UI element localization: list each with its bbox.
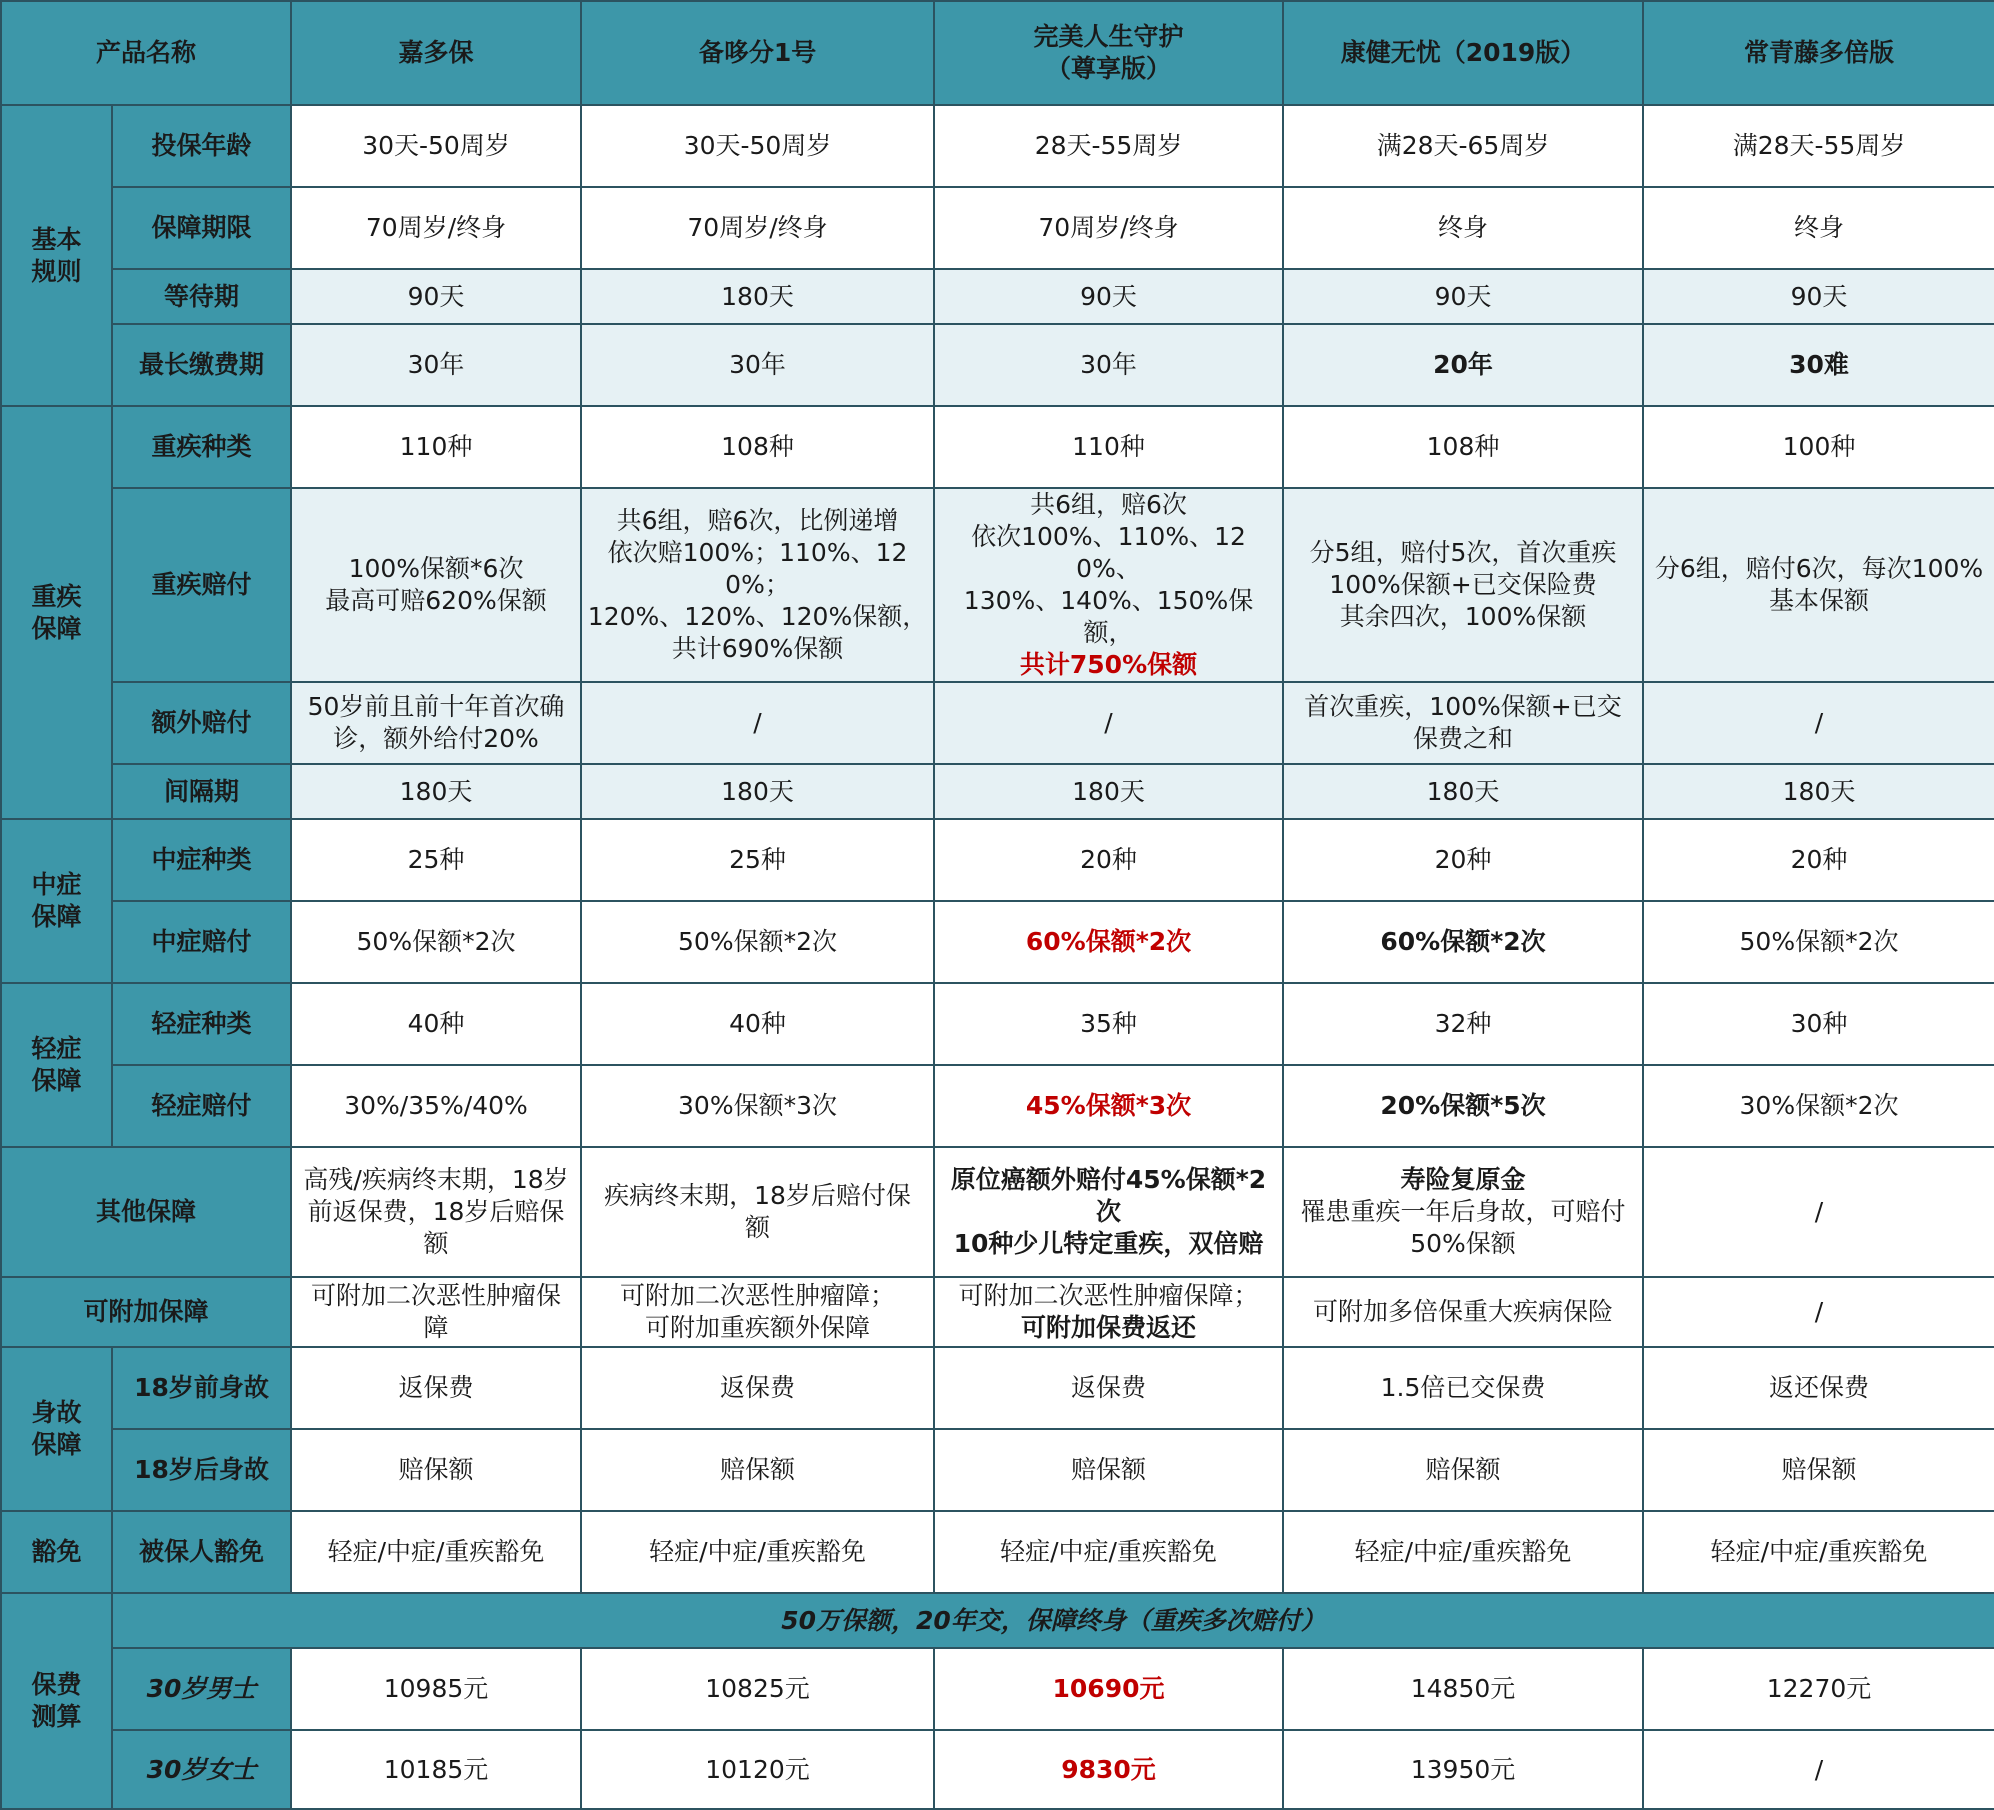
cell: 30种 <box>1643 983 1994 1065</box>
cell: 70周岁/终身 <box>291 187 581 269</box>
label-pay-period: 最长缴费期 <box>112 324 291 406</box>
cell: 40种 <box>291 983 581 1065</box>
label-period: 保障期限 <box>112 187 291 269</box>
cell: 90天 <box>291 269 581 324</box>
cell: 25种 <box>291 819 581 901</box>
cell: 10825元 <box>581 1648 934 1730</box>
label-ci-pay: 重疾赔付 <box>112 488 291 682</box>
label-extra: 额外赔付 <box>112 682 291 764</box>
cell: 可附加二次恶性肿瘤障； 可附加重疾额外保障 <box>581 1277 934 1347</box>
cell: 10120元 <box>581 1730 934 1809</box>
label-ci-types: 重疾种类 <box>112 406 291 488</box>
header-product-4: 康健无忧（2019版） <box>1283 1 1643 105</box>
cell: 赔保额 <box>291 1429 581 1511</box>
cell: / <box>1643 1730 1994 1809</box>
cell: 35种 <box>934 983 1283 1065</box>
cell: 满28天-65周岁 <box>1283 105 1643 187</box>
row-mild-pay <box>1 1065 1994 1147</box>
ci-pay-highlight: 共计750%保额 <box>1019 650 1198 679</box>
row-male <box>1 1648 1994 1730</box>
addon-text: 可附加二次恶性肿瘤保障； <box>958 1281 1259 1310</box>
row-death-after <box>1 1429 1994 1511</box>
row-ci-pay <box>1 488 1994 682</box>
category-critical-illness: 重疾 保障 <box>1 406 112 819</box>
row-female <box>1 1730 1994 1809</box>
cell: 180天 <box>1283 764 1643 819</box>
cell: 70周岁/终身 <box>581 187 934 269</box>
cell: 180天 <box>291 764 581 819</box>
cell: 可附加多倍保重大疾病保险 <box>1283 1277 1643 1347</box>
category-basic-rules: 基本 规则 <box>1 105 112 406</box>
cell: 90天 <box>934 269 1283 324</box>
header-product-name: 产品名称 <box>1 1 291 105</box>
cell: 20年 <box>1283 324 1643 406</box>
cell: 30%/35%/40% <box>291 1065 581 1147</box>
cell: 分6组，赔付6次，每次100% 基本保额 <box>1643 488 1994 682</box>
cell: 12270元 <box>1643 1648 1994 1730</box>
cell: 30%保额*3次 <box>581 1065 934 1147</box>
ci-pay-text: 共6组，赔6次 依次100%、110%、120%、 130%、140%、150%保额， <box>963 490 1254 647</box>
cell: 10185元 <box>291 1730 581 1809</box>
label-interval: 间隔期 <box>112 764 291 819</box>
cell: 14850元 <box>1283 1648 1643 1730</box>
label-male: 30岁男士 <box>112 1648 291 1730</box>
cell: / <box>1643 1277 1994 1347</box>
cell: 赔保额 <box>1643 1429 1994 1511</box>
cell: / <box>581 682 934 764</box>
label-mod-types: 中症种类 <box>112 819 291 901</box>
cell: 30难 <box>1643 324 1994 406</box>
premium-banner: 50万保额，20年交，保障终身（重疾多次赔付） <box>112 1593 1994 1648</box>
label-other: 其他保障 <box>1 1147 291 1277</box>
category-mild: 轻症 保障 <box>1 983 112 1147</box>
row-ci-types <box>1 406 1994 488</box>
row-mod-types <box>1 819 1994 901</box>
cell: 50%保额*2次 <box>581 901 934 983</box>
cell: 30天-50周岁 <box>581 105 934 187</box>
row-waiting <box>1 269 1994 324</box>
cell: 返还保费 <box>1643 1347 1994 1429</box>
header-row <box>1 1 1994 105</box>
other-text: 罹患重疾一年后身故，可赔付 50%保额 <box>1300 1197 1626 1258</box>
cell: 50%保额*2次 <box>1643 901 1994 983</box>
cell: 30年 <box>934 324 1283 406</box>
category-death: 身故 保障 <box>1 1347 112 1511</box>
cell: 高残/疾病终末期，18岁 前返保费，18岁后赔保 额 <box>291 1147 581 1277</box>
cell: 1.5倍已交保费 <box>1283 1347 1643 1429</box>
cell: 轻症/中症/重疾豁免 <box>1643 1511 1994 1593</box>
cell: 满28天-55周岁 <box>1643 105 1994 187</box>
cell <box>1283 1147 1643 1277</box>
row-period <box>1 187 1994 269</box>
cell: 45%保额*3次 <box>934 1065 1283 1147</box>
cell: 赔保额 <box>1283 1429 1643 1511</box>
row-pay-period <box>1 324 1994 406</box>
cell: 20种 <box>1283 819 1643 901</box>
cell: / <box>1643 1147 1994 1277</box>
cell <box>934 1277 1283 1347</box>
label-death-after: 18岁后身故 <box>112 1429 291 1511</box>
cell: 100种 <box>1643 406 1994 488</box>
category-premium: 保费 测算 <box>1 1593 112 1809</box>
row-mod-pay <box>1 901 1994 983</box>
label-age: 投保年龄 <box>112 105 291 187</box>
cell: 60%保额*2次 <box>934 901 1283 983</box>
cell: 20%保额*5次 <box>1283 1065 1643 1147</box>
cell: 50%保额*2次 <box>291 901 581 983</box>
cell: 赔保额 <box>934 1429 1283 1511</box>
cell: 疾病终末期，18岁后赔付保 额 <box>581 1147 934 1277</box>
row-mild-types <box>1 983 1994 1065</box>
cell: 40种 <box>581 983 934 1065</box>
label-death-before: 18岁前身故 <box>112 1347 291 1429</box>
cell: 可附加二次恶性肿瘤保 障 <box>291 1277 581 1347</box>
category-waiver: 豁免 <box>1 1511 112 1593</box>
cell: 轻症/中症/重疾豁免 <box>291 1511 581 1593</box>
header-product-5: 常青藤多倍版 <box>1643 1 1994 105</box>
cell: 轻症/中症/重疾豁免 <box>1283 1511 1643 1593</box>
cell: / <box>1643 682 1994 764</box>
label-waiting: 等待期 <box>112 269 291 324</box>
cell: 30%保额*2次 <box>1643 1065 1994 1147</box>
row-waiver <box>1 1511 1994 1593</box>
cell: 共6组，赔6次，比例递增 依次赔100%；110%、120%； 120%、120%、120%保额， 共计690%保额 <box>581 488 934 682</box>
cell: 10985元 <box>291 1648 581 1730</box>
cell: 25种 <box>581 819 934 901</box>
row-age <box>1 105 1994 187</box>
cell: 终身 <box>1283 187 1643 269</box>
cell: 首次重疾，100%保额+已交 保费之和 <box>1283 682 1643 764</box>
cell: 108种 <box>581 406 934 488</box>
cell: 100%保额*6次 最高可赔620%保额 <box>291 488 581 682</box>
row-death-before <box>1 1347 1994 1429</box>
cell: 108种 <box>1283 406 1643 488</box>
addon-bold-line: 可附加保费返还 <box>1021 1313 1197 1342</box>
label-mild-pay: 轻症赔付 <box>112 1065 291 1147</box>
cell: 赔保额 <box>581 1429 934 1511</box>
cell: 原位癌额外赔付45%保额*2 次 10种少儿特定重疾，双倍赔 <box>934 1147 1283 1277</box>
cell: 90天 <box>1643 269 1994 324</box>
cell: 返保费 <box>581 1347 934 1429</box>
cell: 9830元 <box>934 1730 1283 1809</box>
label-female: 30岁女士 <box>112 1730 291 1809</box>
cell: 60%保额*2次 <box>1283 901 1643 983</box>
cell: / <box>934 682 1283 764</box>
label-mod-pay: 中症赔付 <box>112 901 291 983</box>
cell: 分5组，赔付5次，首次重疾 100%保额+已交保险费 其余四次，100%保额 <box>1283 488 1643 682</box>
cell: 28天-55周岁 <box>934 105 1283 187</box>
header-product-2: 备哆分1号 <box>581 1 934 105</box>
other-bold-title: 寿险复原金 <box>1400 1165 1526 1194</box>
row-interval <box>1 764 1994 819</box>
cell: 180天 <box>581 269 934 324</box>
cell: 30年 <box>581 324 934 406</box>
cell: 10690元 <box>934 1648 1283 1730</box>
row-extra <box>1 682 1994 764</box>
cell: 30天-50周岁 <box>291 105 581 187</box>
row-addon <box>1 1277 1994 1347</box>
cell: 70周岁/终身 <box>934 187 1283 269</box>
cell: 30年 <box>291 324 581 406</box>
cell: 180天 <box>1643 764 1994 819</box>
cell: 终身 <box>1643 187 1994 269</box>
cell: 32种 <box>1283 983 1643 1065</box>
cell: 180天 <box>934 764 1283 819</box>
category-moderate: 中症 保障 <box>1 819 112 983</box>
cell: 返保费 <box>291 1347 581 1429</box>
cell: 轻症/中症/重疾豁免 <box>934 1511 1283 1593</box>
cell: 轻症/中症/重疾豁免 <box>581 1511 934 1593</box>
cell: 110种 <box>934 406 1283 488</box>
cell: 13950元 <box>1283 1730 1643 1809</box>
cell: 返保费 <box>934 1347 1283 1429</box>
row-premium-banner <box>1 1593 1994 1648</box>
cell: 20种 <box>1643 819 1994 901</box>
header-product-1: 嘉多保 <box>291 1 581 105</box>
cell: 110种 <box>291 406 581 488</box>
label-mild-types: 轻症种类 <box>112 983 291 1065</box>
cell: 90天 <box>1283 269 1643 324</box>
header-product-3: 完美人生守护 （尊享版） <box>934 1 1283 105</box>
cell <box>934 488 1283 682</box>
row-other <box>1 1147 1994 1277</box>
cell: 180天 <box>581 764 934 819</box>
label-waiver: 被保人豁免 <box>112 1511 291 1593</box>
cell: 20种 <box>934 819 1283 901</box>
cell: 50岁前且前十年首次确 诊，额外给付20% <box>291 682 581 764</box>
label-addon: 可附加保障 <box>1 1277 291 1347</box>
